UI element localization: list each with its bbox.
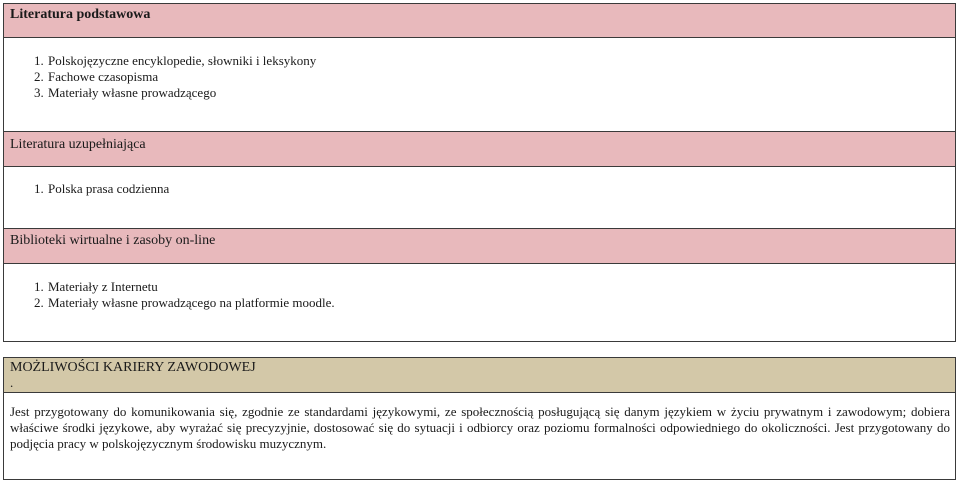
list-item-number: 1. (34, 53, 44, 68)
list-literatura-uzupelniajaca (34, 181, 169, 197)
list-item-number: 3. (34, 85, 44, 100)
list-item (34, 279, 335, 295)
literature-table (3, 3, 956, 342)
header-dot: . (10, 375, 14, 390)
list-item-text: Polskojęzyczne encyklopedie, słowniki i leksykony (48, 53, 317, 68)
section-title: Biblioteki wirtualne i zasoby on-line (10, 233, 216, 248)
section-header-literatura-podstawowa (4, 4, 955, 38)
list-item-text: Polska prasa codzienna (48, 181, 170, 196)
list-literatura-podstawowa (34, 53, 316, 101)
section-header-kariera (4, 358, 955, 393)
list-item (34, 69, 316, 85)
list-item-number: 2. (34, 295, 44, 310)
section-title: Literatura podstawowa (10, 7, 151, 22)
section-header-biblioteki (4, 228, 955, 264)
list-item (34, 53, 316, 69)
section-header-literatura-uzupelniajaca (4, 131, 955, 167)
list-item (34, 85, 316, 101)
section-title: MOŻLIWOŚCI KARIERY ZAWODOWEJ (10, 360, 256, 375)
section-title: Literatura uzupełniająca (10, 137, 146, 152)
list-item (34, 295, 335, 311)
list-item-text: Fachowe czasopisma (48, 69, 159, 84)
list-item-text: Materiały z Internetu (48, 279, 158, 294)
career-table (3, 357, 956, 480)
list-biblioteki (34, 279, 335, 311)
list-item-number: 1. (34, 279, 44, 294)
list-item-text: Materiały własne prowadzącego (48, 85, 217, 100)
career-description: Jest przygotowany do komunikowania się, zgodnie ze standardami językowymi, ze społecznością posługującą się danym językiem w życiu prywatnym i zawodowym; dobiera właściwe środki językowe, aby wyrażać się precyzyjnie, dostosować się do sytuacji i odbiorcy oraz poziomu formalności odpowiedniego do okoliczności. Jest przygotowany do podjęcia pracy w polskojęzycznym środowisku muzycznym. (10, 404, 950, 451)
list-item-text: Materiały własne prowadzącego na platformie moodle. (48, 295, 335, 310)
list-item (34, 181, 169, 197)
list-item-number: 2. (34, 69, 44, 84)
list-item-number: 1. (34, 181, 44, 196)
